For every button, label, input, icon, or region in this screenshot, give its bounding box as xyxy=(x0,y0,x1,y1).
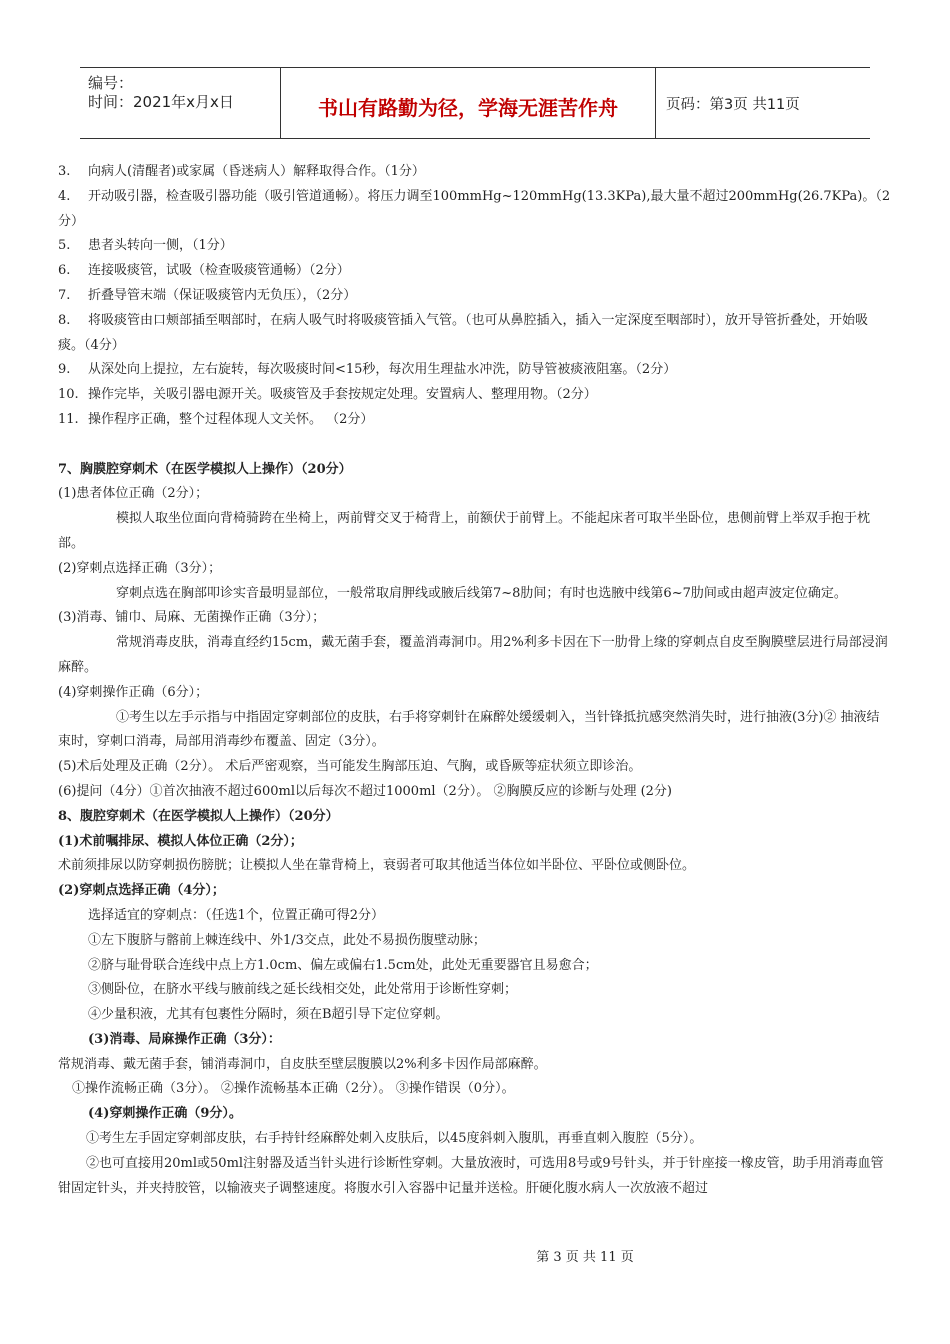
step-item: 6. 连接吸痰管，试吸（检查吸痰管通畅）（2分） xyxy=(58,263,350,279)
section-7-heading: (3)消毒、铺巾、局麻、无菌操作正确（3分）； xyxy=(58,610,326,626)
section-8-title: 8、腹腔穿刺术（在医学模拟人上操作）（20分） xyxy=(58,808,339,824)
step-item: 4. 开动吸引器，检查吸引器功能（吸引管道通畅）。将压力调至100mmHg~120mmHg(13.3KPa),最大量不超过200mmHg(26.7KPa)。（2分） xyxy=(58,188,891,229)
page-code: 页码：第3页 共11页 xyxy=(666,97,800,113)
doc-time-label: 时间：2021年x月x日 xyxy=(88,93,234,111)
section-7-title: 7、胸膜腔穿刺术（在医学模拟人上操作）（20分） xyxy=(58,461,352,477)
section-7-paragraph: 模拟人取坐位面向背椅骑跨在坐椅上，两前臂交叉于椅背上，前额伏于前臂上。不能起床者可取半坐卧位，患侧前臂上举双手抱于枕部。 xyxy=(58,511,871,551)
section-7-heading: (1)患者体位正确（2分）； xyxy=(58,486,209,502)
page-header xyxy=(80,67,870,139)
section-8-paragraph: 选择适宜的穿刺点：（任选1个，位置正确可得2分） xyxy=(88,907,385,923)
motto-text: 书山有路勤为径，学海无涯苦作舟 xyxy=(318,96,618,120)
header-page-cell xyxy=(656,68,870,138)
section-7-paragraph: 常规消毒皮肤，消毒直经约15cm，戴无菌手套，覆盖消毒洞巾。用2%利多卡因在下一肋骨上缘的穿刺点自皮至胸膜壁层进行局部浸润麻醉。 xyxy=(58,635,888,675)
section-7-heading: (4)穿刺操作正确（6分）； xyxy=(58,684,209,700)
section-8-paragraph: 常规消毒、戴无菌手套，铺消毒洞巾，自皮肤至壁层腹膜以2%利多卡因作局部麻醉。 xyxy=(58,1056,547,1072)
section-8-heading: (2)穿刺点选择正确（4分）； xyxy=(58,883,225,899)
section-8-list-item: ④少量积液，尤其有包裹性分隔时，须在B超引导下定位穿刺。 xyxy=(88,1007,449,1023)
section-8-list-item: ②脐与耻骨联合连线中点上方1.0cm、偏左或偏右1.5cm处，此处无重要器官且易愈合； xyxy=(88,957,598,973)
section-8-heading: (1)术前嘱排尿、模拟人体位正确（2分）； xyxy=(58,833,303,849)
section-8-heading: (3)消毒、局麻操作正确（3分）： xyxy=(88,1031,281,1047)
step-item: 7. 折叠导管末端（保证吸痰管内无负压），（2分） xyxy=(58,287,357,303)
section-gap xyxy=(58,433,892,458)
header-meta xyxy=(80,68,281,138)
header-motto-cell xyxy=(281,68,656,138)
section-8-paragraph: 术前须排尿以防穿刺损伤膀胱；让模拟人坐在靠背椅上，衰弱者可取其他适当体位如半卧位、平卧位或侧卧位。 xyxy=(58,858,696,874)
step-item: 8. 将吸痰管由口颊部插至咽部时，在病人吸气时将吸痰管插入气管。（也可从鼻腔插入，插入一定深度至咽部时），放开导管折叠处，开始吸痰。（4分） xyxy=(58,312,869,353)
section-8-list-item: ①左下腹脐与髂前上棘连线中、外1/3交点，此处不易损伤腹壁动脉； xyxy=(88,932,486,948)
page-footer: 第 3 页 共 11 页 xyxy=(536,1250,634,1265)
step-item: 9. 从深处向上提拉，左右旋转，每次吸痰时间<15秒，每次用生理盐水冲洗，防导管被痰液阻塞。（2分） xyxy=(58,362,677,378)
section-8-heading: (4)穿刺操作正确（9分）。 xyxy=(88,1106,242,1122)
section-8-paragraph: ②也可直接用20ml或50ml注射器及适当针头进行诊断性穿刺。大量放液时，可选用8号或9号针头，并于针座接一橡皮管，助手用消毒血管钳固定针头，并夹持胶管，以输液夹子调整速度。将腹水引入容器中记量并送检。肝硬化腹水病人一次放液不超过 xyxy=(58,1155,884,1196)
section-8-list-item: ③侧卧位，在脐水平线与腋前线之延长线相交处，此处常用于诊断性穿刺； xyxy=(88,982,518,998)
section-7-paragraph: 穿刺点选在胸部叩诊实音最明显部位，一般常取肩胛线或腋后线第7~8肋间；有时也选腋中线第6~7肋间或由超声波定位确定。 xyxy=(116,585,847,601)
step-item: 5. 患者头转向一侧，（1分） xyxy=(58,238,233,254)
section-7-paragraph: (5)术后处理及正确（2分）。 术后严密观察，当可能发生胸部压迫、气胸，或昏厥等症状须立即诊治。 xyxy=(58,759,642,775)
section-7-paragraph: ①考生以左手示指与中指固定穿刺部位的皮肤，右手将穿刺针在麻醉处缓缓刺入，当针锋抵抗感突然消失时，进行抽液(3分)② 抽液结束时，穿刺口消毒，局部用消毒纱布覆盖、固定（3分）。 xyxy=(58,709,880,750)
doc-number-label: 编号： xyxy=(88,74,134,92)
section-8-paragraph: ①考生左手固定穿刺部皮肤，右手持针经麻醉处刺入皮肤后，以45度斜刺入腹肌，再垂直刺入腹腔（5分）。 xyxy=(86,1131,703,1147)
section-7-heading: (2)穿刺点选择正确（3分）； xyxy=(58,560,222,576)
step-item: 11. 操作程序正确，整个过程体现人文关怀。 （2分） xyxy=(58,411,374,427)
section-7-paragraph: (6)提问（4分）①首次抽液不超过600ml以后每次不超过1000ml（2分）。 ②胸膜反应的诊断与处理 (2分) xyxy=(58,783,673,799)
step-item: 3. 向病人(清醒者)或家属（昏迷病人）解释取得合作。（1分） xyxy=(58,164,425,179)
step-item: 10. 操作完毕，关吸引器电源开关。吸痰管及手套按规定处理。安置病人、整理用物。（2分） xyxy=(58,387,597,403)
document-body xyxy=(58,160,892,1201)
section-8-paragraph: ①操作流畅正确（3分）。 ②操作流畅基本正确（2分）。 ③操作错误（0分）。 xyxy=(72,1081,515,1097)
